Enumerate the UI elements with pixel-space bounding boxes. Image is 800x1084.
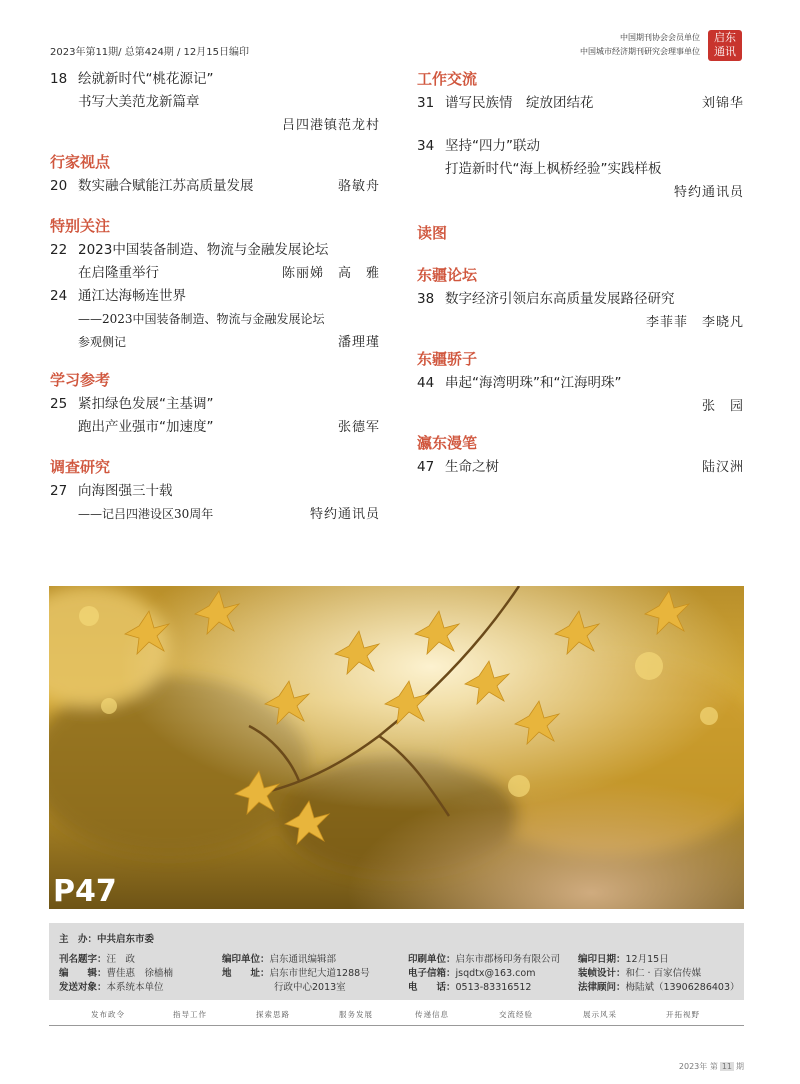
entry-author: 刘锦华 — [701, 96, 744, 111]
toc-entry-34[interactable] — [417, 135, 744, 204]
toc-entry-47[interactable] — [417, 456, 744, 479]
maple-scene-illustration — [49, 586, 744, 909]
page-footer — [679, 1061, 744, 1072]
mission-item: 交流经验 — [499, 1010, 533, 1019]
footer-qi: 期 — [736, 1062, 744, 1071]
entry-title: 绘就新时代“桃花源记” — [78, 71, 214, 87]
section-heading-diaocha: 调查研究 — [50, 458, 111, 476]
value: 12月15日 — [625, 954, 669, 965]
email-value: jsqdtx@163.com — [455, 968, 536, 979]
entry-title: 通江达海畅连世界 — [78, 288, 186, 304]
mission-item: 传递信息 — [415, 1010, 449, 1019]
page-number: 25 — [50, 396, 68, 412]
mission-strip — [49, 1005, 744, 1026]
entry-author: 陆汉洲 — [701, 460, 744, 475]
magazine-seal-logo: 启东 通讯 — [708, 30, 742, 61]
section-heading-manbi: 瀛东漫笔 — [417, 434, 478, 452]
toc-entry-44[interactable] — [417, 372, 744, 418]
entry-title: 串起“海湾明珠”和“江海明珠” — [445, 375, 622, 391]
mission-item: 指导工作 — [173, 1010, 207, 1019]
section-heading-gongzuo: 工作交流 — [417, 70, 478, 88]
toc-entry-22[interactable] — [50, 239, 380, 285]
toc-entry-38[interactable] — [417, 288, 744, 334]
toc-left-column — [50, 68, 380, 526]
mission-item: 发布政令 — [91, 1010, 125, 1019]
value: 启东市世纪大道1288号 — [269, 968, 370, 979]
value: 和仁 · 百家信传媒 — [625, 968, 702, 979]
toc-entry-27[interactable] — [50, 480, 380, 526]
entry-title: 2023中国装备制造、物流与金融发展论坛 — [78, 242, 329, 258]
value: 曹佳惠 徐樯楠 — [106, 968, 174, 979]
page-number: 22 — [50, 242, 68, 258]
masthead-info — [49, 923, 744, 1000]
toc-entry-31[interactable] — [417, 92, 744, 115]
entry-subtitle: ——2023中国装备制造、物流与金融发展论坛 — [78, 312, 325, 326]
page-number: 31 — [417, 95, 435, 111]
toc-entry-25[interactable] — [50, 393, 380, 439]
page-number: 20 — [50, 178, 68, 194]
toc-entry-18[interactable] — [50, 68, 380, 137]
value: 启东市郡杨印务有限公司 — [455, 954, 561, 965]
entry-title: 数实融合赋能江苏高质量发展 — [78, 178, 254, 194]
entry-title: 紧扣绿色发展“主基调” — [78, 396, 214, 412]
page-number: 34 — [417, 138, 435, 154]
value: 行政中心2013室 — [274, 982, 346, 993]
entry-title-line2: 打造新时代“海上枫桥经验”实践样板 — [445, 161, 662, 177]
value: 梅陆斌（13906286403） — [625, 982, 740, 993]
section-heading-tebie: 特别关注 — [50, 217, 111, 235]
entry-title-line2: 书写大美范龙新篇章 — [78, 94, 200, 110]
entry-author: 特约通讯员 — [673, 185, 744, 200]
label: 地 址： — [222, 968, 270, 979]
photo-page-label: P47 — [53, 874, 117, 909]
entry-title: 坚持“四力”联动 — [445, 138, 540, 154]
entry-title: 谱写民族情 绽放团结花 — [445, 95, 594, 111]
entry-author: 骆敏舟 — [337, 179, 380, 194]
label: 编 辑： — [59, 968, 107, 979]
entry-author: 张 园 — [701, 399, 744, 414]
toc-entry-20[interactable] — [50, 175, 380, 198]
label: 刊名题字： — [59, 954, 107, 965]
entry-author: 陈丽娣 高 雅 — [281, 266, 380, 281]
page-number: 24 — [50, 288, 68, 304]
entry-author: 李菲菲 李晓凡 — [645, 315, 744, 330]
label: 编印日期： — [578, 954, 626, 965]
mission-item: 展示风采 — [583, 1010, 617, 1019]
label: 电子信箱： — [408, 968, 456, 979]
toc-entry-24[interactable] — [50, 285, 380, 354]
value: 启东通讯编辑部 — [269, 954, 337, 965]
entry-title: 向海图强三十载 — [78, 483, 173, 499]
entry-title: 生命之树 — [445, 459, 499, 475]
footer-issue-number: 11 — [721, 1062, 732, 1071]
page-number: 18 — [50, 71, 68, 87]
association-line-1: 中国期刊协会会员单位 — [620, 33, 700, 42]
section-heading-jiaozi: 东疆骄子 — [417, 350, 478, 368]
entry-subtitle-line2: 参观侧记 — [78, 335, 127, 349]
footer-year: 2023年 — [678, 1062, 708, 1071]
entry-author: 张德军 — [337, 420, 380, 435]
entry-subtitle: ——记吕四港设区30周年 — [78, 507, 214, 521]
entry-title: 数字经济引领启东高质量发展路径研究 — [445, 291, 675, 307]
entry-author: 潘理瑾 — [337, 335, 380, 350]
label: 印刷单位： — [408, 954, 456, 965]
entry-author: 特约通讯员 — [309, 507, 380, 522]
mission-item: 探索思路 — [256, 1010, 290, 1019]
section-heading-xuexi: 学习参考 — [50, 371, 111, 389]
value: 本系统本单位 — [106, 982, 164, 993]
value: 汪 政 — [106, 954, 136, 965]
phone-value: 0513-83316512 — [455, 982, 532, 993]
entry-title-line2: 在启隆重举行 — [78, 265, 159, 281]
page-number: 27 — [50, 483, 68, 499]
footer-di: 第 — [709, 1062, 718, 1071]
label: 电 话： — [408, 982, 456, 993]
label: 发送对象： — [59, 982, 107, 993]
label: 装帧设计： — [578, 968, 626, 979]
issue-info: 2023年第11期/ 总第424期 / 12月15日编印 — [50, 47, 249, 58]
label: 法律顾问： — [578, 982, 626, 993]
toc-right-column — [417, 68, 744, 479]
mission-item: 服务发展 — [339, 1010, 373, 1019]
label: 编印单位： — [222, 954, 270, 965]
page-number: 47 — [417, 459, 435, 475]
section-heading-hangjia: 行家视点 — [50, 153, 111, 171]
autumn-maple-photo — [49, 586, 744, 909]
association-line-2: 中国城市经济期刊研究会理事单位 — [580, 47, 700, 56]
sponsor: 主 办：中共启东市委 — [59, 934, 155, 945]
entry-title-line2: 跑出产业强市“加速度” — [78, 419, 214, 435]
mission-item: 开拓视野 — [666, 1010, 700, 1019]
section-heading-dutu: 读图 — [417, 224, 448, 242]
section-heading-luntan: 东疆论坛 — [417, 266, 478, 284]
page-number: 44 — [417, 375, 435, 391]
page-number: 38 — [417, 291, 435, 307]
entry-author: 吕四港镇范龙村 — [281, 118, 380, 133]
